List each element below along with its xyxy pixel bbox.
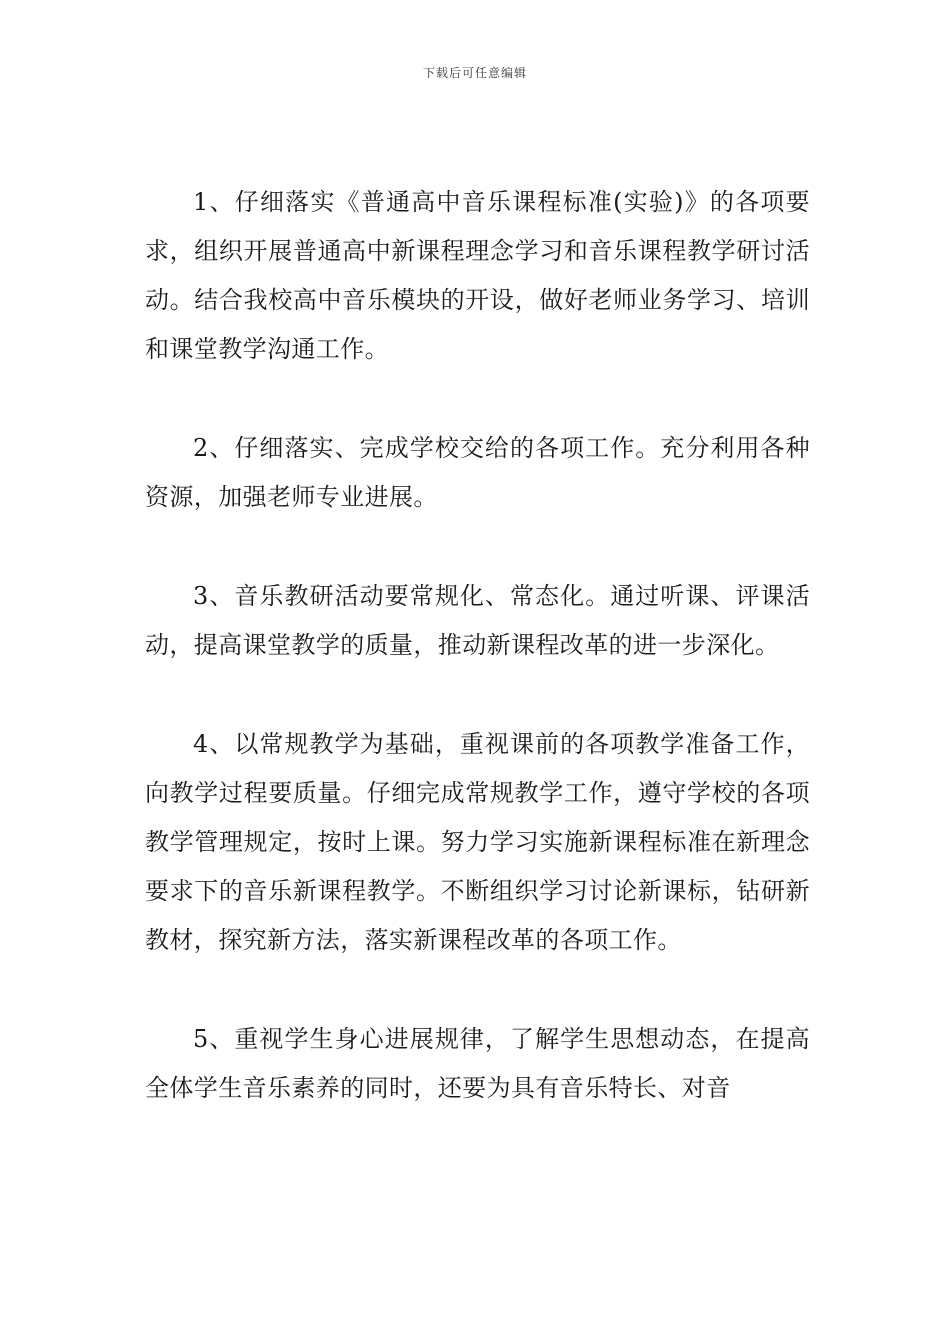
paragraph-3: 3、音乐教研活动要常规化、常态化。通过听课、评课活动，提高课堂教学的质量，推动新课程改革的进一步深化。 (145, 582, 810, 659)
document-body (145, 178, 810, 1163)
paragraph-1: 1、仔细落实《普通高中音乐课程标准(实验)》的各项要求，组织开展普通高中新课程理念学习和音乐课程教学研讨活动。结合我校高中音乐模块的开设，做好老师业务学习、培训和课堂教学沟通工作。 (145, 188, 810, 363)
header-note: 下载后可任意编辑 (422, 66, 527, 80)
paragraph-4: 4、以常规教学为基础，重视课前的各项教学准备工作，向教学过程要质量。仔细完成常规教学工作，遵守学校的各项教学管理规定，按时上课。努力学习实施新课程标准在新理念要求下的音乐新课程教学。不断组织学习讨论新课标，钻研新教材，探究新方法，落实新课程改革的各项工作。 (145, 730, 810, 954)
paragraph-2: 2、仔细落实、完成学校交给的各项工作。充分利用各种资源，加强老师专业进展。 (145, 434, 810, 511)
paragraph-5: 5、重视学生身心进展规律，了解学生思想动态，在提高全体学生音乐素养的同时，还要为具有音乐特长、对音 (145, 1025, 810, 1102)
